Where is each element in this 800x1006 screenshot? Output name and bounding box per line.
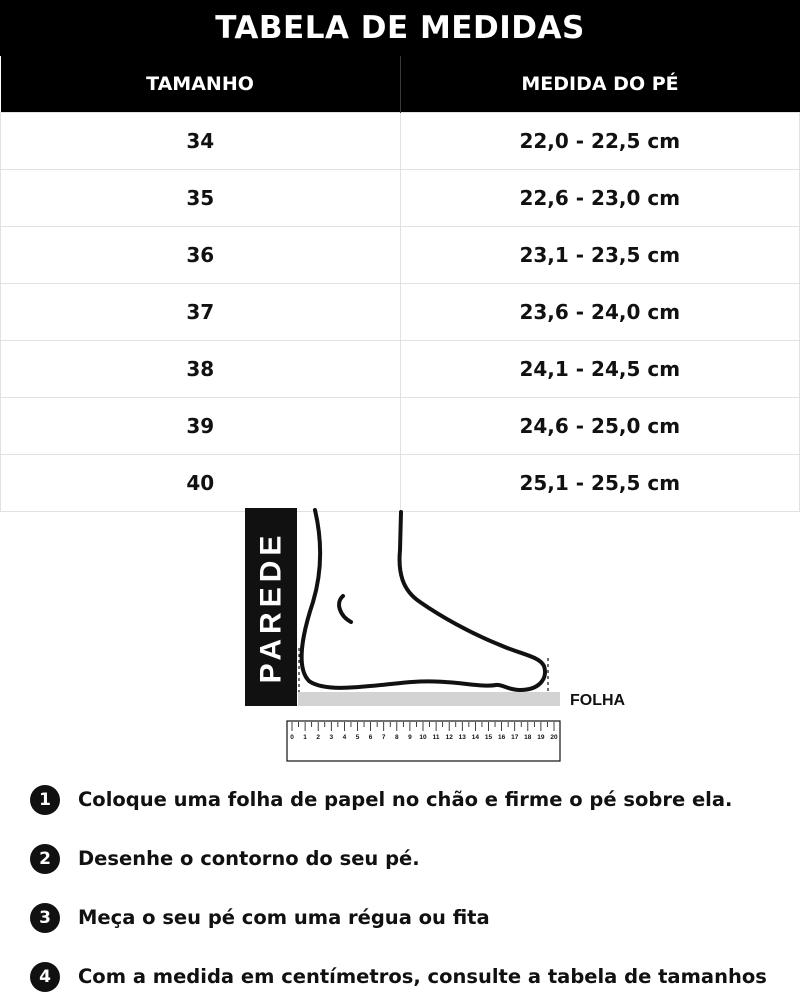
step-number-badge: 1	[30, 785, 60, 815]
table-row	[1, 284, 800, 341]
ruler-number: 8	[394, 734, 399, 741]
measure-cell: 23,6 - 24,0 cm	[400, 284, 800, 341]
sheet-label: FOLHA	[570, 692, 626, 709]
ruler	[287, 721, 560, 761]
ruler-number: 16	[497, 734, 506, 741]
size-table	[0, 56, 800, 512]
size-cell: 40	[1, 455, 401, 512]
wall-label: PAREDE	[254, 530, 288, 684]
ruler-number: 2	[316, 734, 321, 741]
step-number-badge: 2	[30, 844, 60, 874]
step-number-badge: 4	[30, 962, 60, 992]
step-text: Desenhe o contorno do seu pé.	[78, 847, 420, 870]
paper-sheet	[298, 692, 560, 706]
table-header-row	[1, 56, 800, 113]
ruler-number: 9	[408, 734, 412, 741]
table-row	[1, 227, 800, 284]
ruler-number: 7	[381, 734, 386, 741]
size-cell: 39	[1, 398, 401, 455]
step-number-badge: 3	[30, 903, 60, 933]
ruler-number: 3	[329, 734, 334, 741]
ruler-number: 19	[537, 734, 545, 741]
size-cell: 34	[1, 113, 401, 170]
instruction-step	[30, 829, 790, 888]
ruler-number: 10	[419, 734, 427, 741]
step-text: Meça o seu pé com uma régua ou fita	[78, 906, 490, 929]
foot-outline-icon	[302, 510, 545, 690]
measure-cell: 22,0 - 22,5 cm	[400, 113, 800, 170]
measure-cell: 25,1 - 25,5 cm	[400, 455, 800, 512]
instruction-step	[30, 770, 790, 829]
ruler-number: 1	[303, 734, 307, 741]
ruler-number: 5	[355, 734, 360, 741]
ruler-number: 0	[290, 734, 294, 741]
step-text: Com a medida em centímetros, consulte a tabela de tamanhos	[78, 965, 767, 988]
instruction-step	[30, 888, 790, 947]
ruler-number: 13	[458, 734, 466, 741]
header-foot-measure: MEDIDA DO PÉ	[400, 56, 800, 113]
instructions	[30, 770, 790, 1006]
ruler-number: 11	[432, 734, 440, 741]
table-row	[1, 170, 800, 227]
ruler-number: 4	[342, 734, 347, 741]
table-row	[1, 398, 800, 455]
ruler-number: 12	[445, 734, 453, 741]
ruler-number: 15	[484, 734, 493, 741]
size-cell: 36	[1, 227, 401, 284]
ruler-number: 6	[368, 734, 373, 741]
foot-measure-illustration	[240, 505, 660, 765]
size-cell: 38	[1, 341, 401, 398]
size-cell: 37	[1, 284, 401, 341]
header-size: TAMANHO	[1, 56, 401, 113]
measure-cell: 22,6 - 23,0 cm	[400, 170, 800, 227]
ruler-number: 14	[471, 734, 480, 741]
table-row	[1, 341, 800, 398]
page-title: TABELA DE MEDIDAS	[0, 0, 800, 56]
ruler-number: 18	[524, 734, 532, 741]
table-row	[1, 455, 800, 512]
size-cell: 35	[1, 170, 401, 227]
measure-cell: 23,1 - 23,5 cm	[400, 227, 800, 284]
measure-cell: 24,6 - 25,0 cm	[400, 398, 800, 455]
measure-cell: 24,1 - 24,5 cm	[400, 341, 800, 398]
step-text: Coloque uma folha de papel no chão e firme o pé sobre ela.	[78, 788, 733, 811]
table-row	[1, 113, 800, 170]
instruction-step	[30, 947, 790, 1006]
ruler-number: 20	[550, 734, 558, 741]
ruler-number: 17	[511, 734, 519, 741]
